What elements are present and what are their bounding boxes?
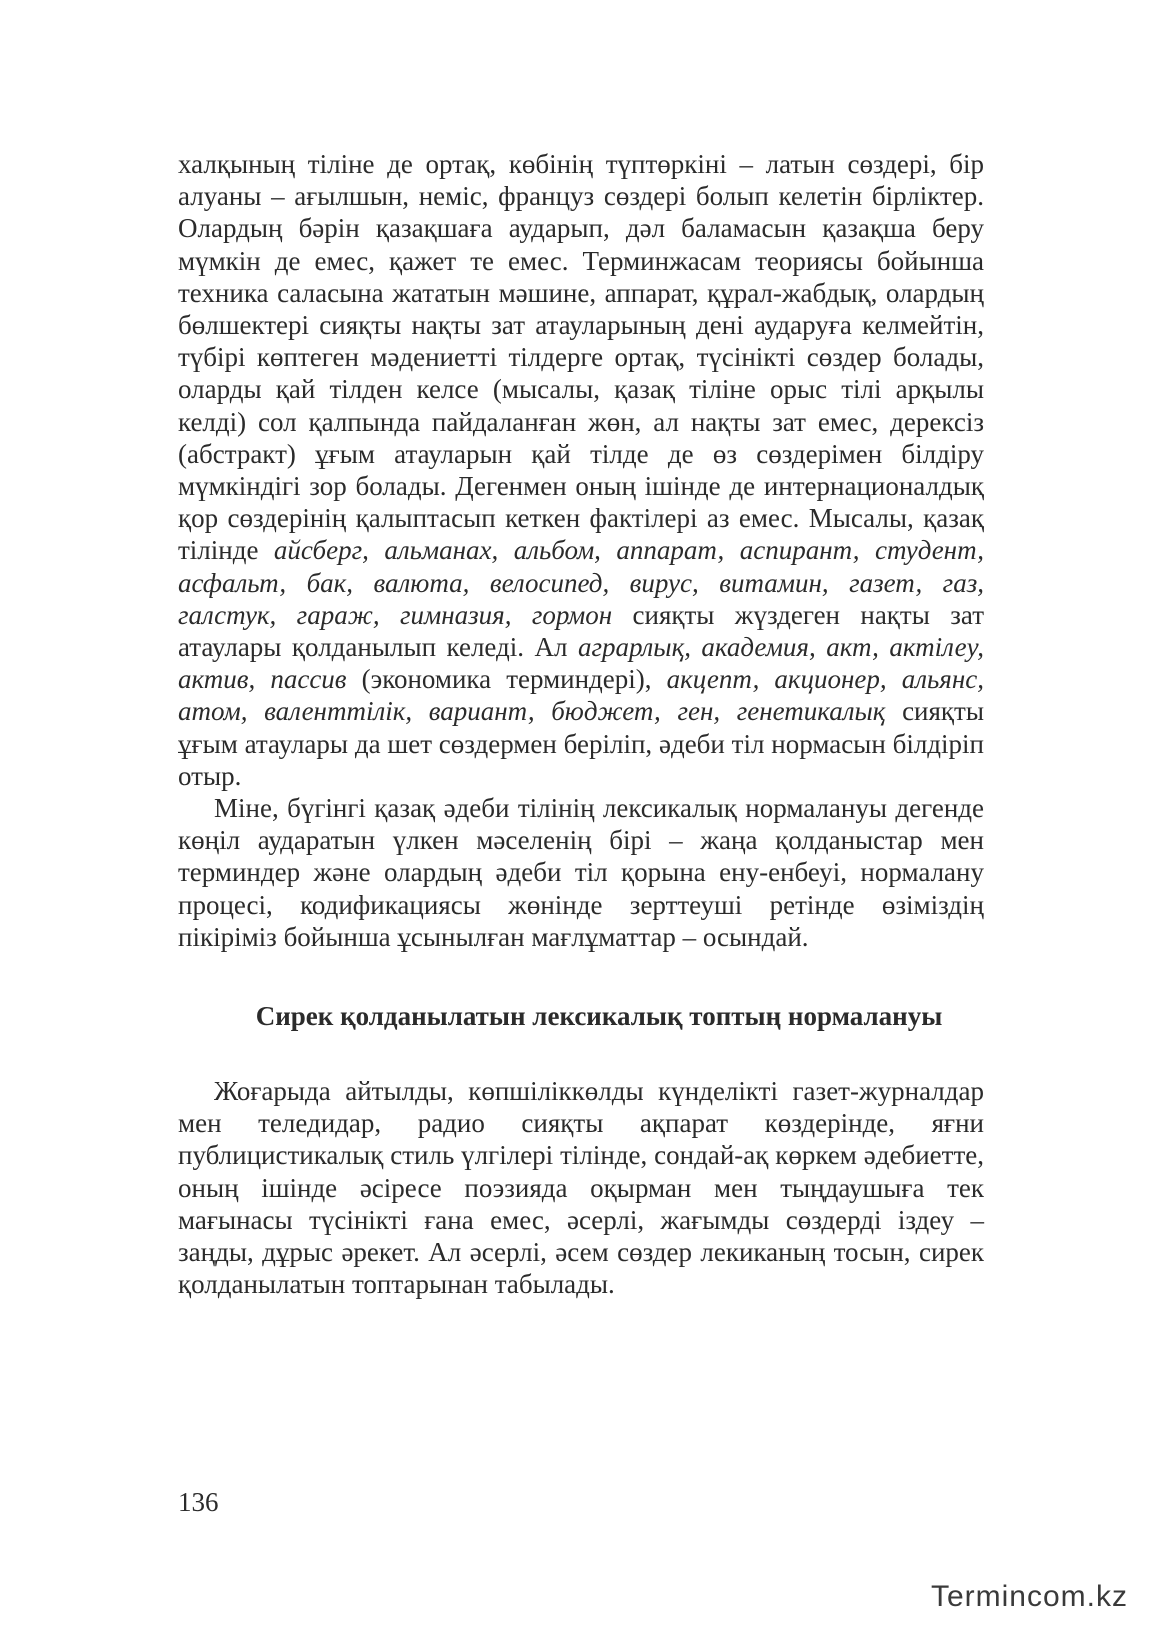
italic-term-run: айсберг, альманах, альбом, аппарат, аспирант, студент, асфальт, бак, валюта, велосипед, вирус, витамин, газет, газ, галстук, гараж, гимназия, гормон xyxy=(178,535,984,630)
text-run: сияқты жүздеген нақты зат атаулары қолданылып келеді. Ал xyxy=(178,599,984,663)
page-number: 136 xyxy=(178,1487,219,1517)
paragraph-2: Міне, бүгінгі қазақ әдеби тілінің лексикалық нормалануы дегенде көңіл аударатын үлкен мәселенің бірі – жаңа қолданыстар мен терминдер және олардың әдеби тіл қорына ену-енбеуі, нормалану процесі, кодификациясы жөнінде зерттеуші ретінде өзіміздің пікіріміз бойынша ұсынылған мағлұматтар – осындай. xyxy=(178,793,984,952)
text-run: халқының тіліне де ортақ, көбінің түптөркіні – латын сөздері, бір алуаны – ағылшын, неміс, француз сөздері болып келетін бірліктер. Олардың бәрін қазақшаға аударып, дәл баламасын қазақша беру мүмкін де емес, қажет те емес. Терминжасам теориясы бойынша техника саласына жататын мәшине, аппарат, құрал-жабдық, олардың бөлшектері сияқты нақты зат атауларының дені аударуға келмейтін, түбірі көптеген мәдениетті тілдерге ортақ, түсінікті сөздер болады, оларды қай тілден келсе (мысалы, қазақ тіліне орыс тілі арқылы келді) сол қалпында пайдаланған жөн, ал нақты зат емес, дерексіз (абстракт) ұғым атауларын қай тілде де өз сөздерімен білдіру мүмкіндігі зор болады. Дегенмен оның ішінде де интернационалдық қор сөздерінің қалыптасып кеткен фактілері аз емес. Мысалы, қазақ тілінде xyxy=(178,149,984,566)
paragraph-1 xyxy=(178,148,984,792)
italic-term-run: аграрлық, академия, акт, актілеу, актив, пассив xyxy=(178,632,984,695)
text-run: (экономика терминдері), xyxy=(346,664,667,695)
page-body xyxy=(178,148,984,1301)
text-run: сияқты ұғым атаулары да шет сөздермен беріліп, әдеби тіл нормасын білдіріп отыр. xyxy=(178,696,984,791)
watermark-logo xyxy=(931,1580,1128,1614)
section-heading: Сирек қолданылатын лексикалық топтың нормалануы xyxy=(255,1001,943,1032)
italic-term-run: акцепт, акционер, альянс, атом, валенттілік, вариант, бюджет, ген, генетикалық xyxy=(178,664,984,727)
watermark-text: Termincom.kz xyxy=(930,1580,1128,1613)
paragraph-3: Жоғарыда айтылды, көпшіліккөлды күнделікті газет-журналдар мен теледидар, радио сияқты ақпарат көздерінде, яғни публицистикалық стиль үлгілері тілінде, сондай-ақ көркем әдебиетте, оның ішінде әсіресе поэзияда оқырман мен тыңдаушыға тек мағынасы түсінікті ғана емес, әсерлі, жағымды сөздерді іздеу – заңды, дұрыс әрекет. Ал әсерлі, әсем сөздер лекиканың тосын, сирек қолданылатын топтарынан табылады. xyxy=(178,1076,984,1300)
